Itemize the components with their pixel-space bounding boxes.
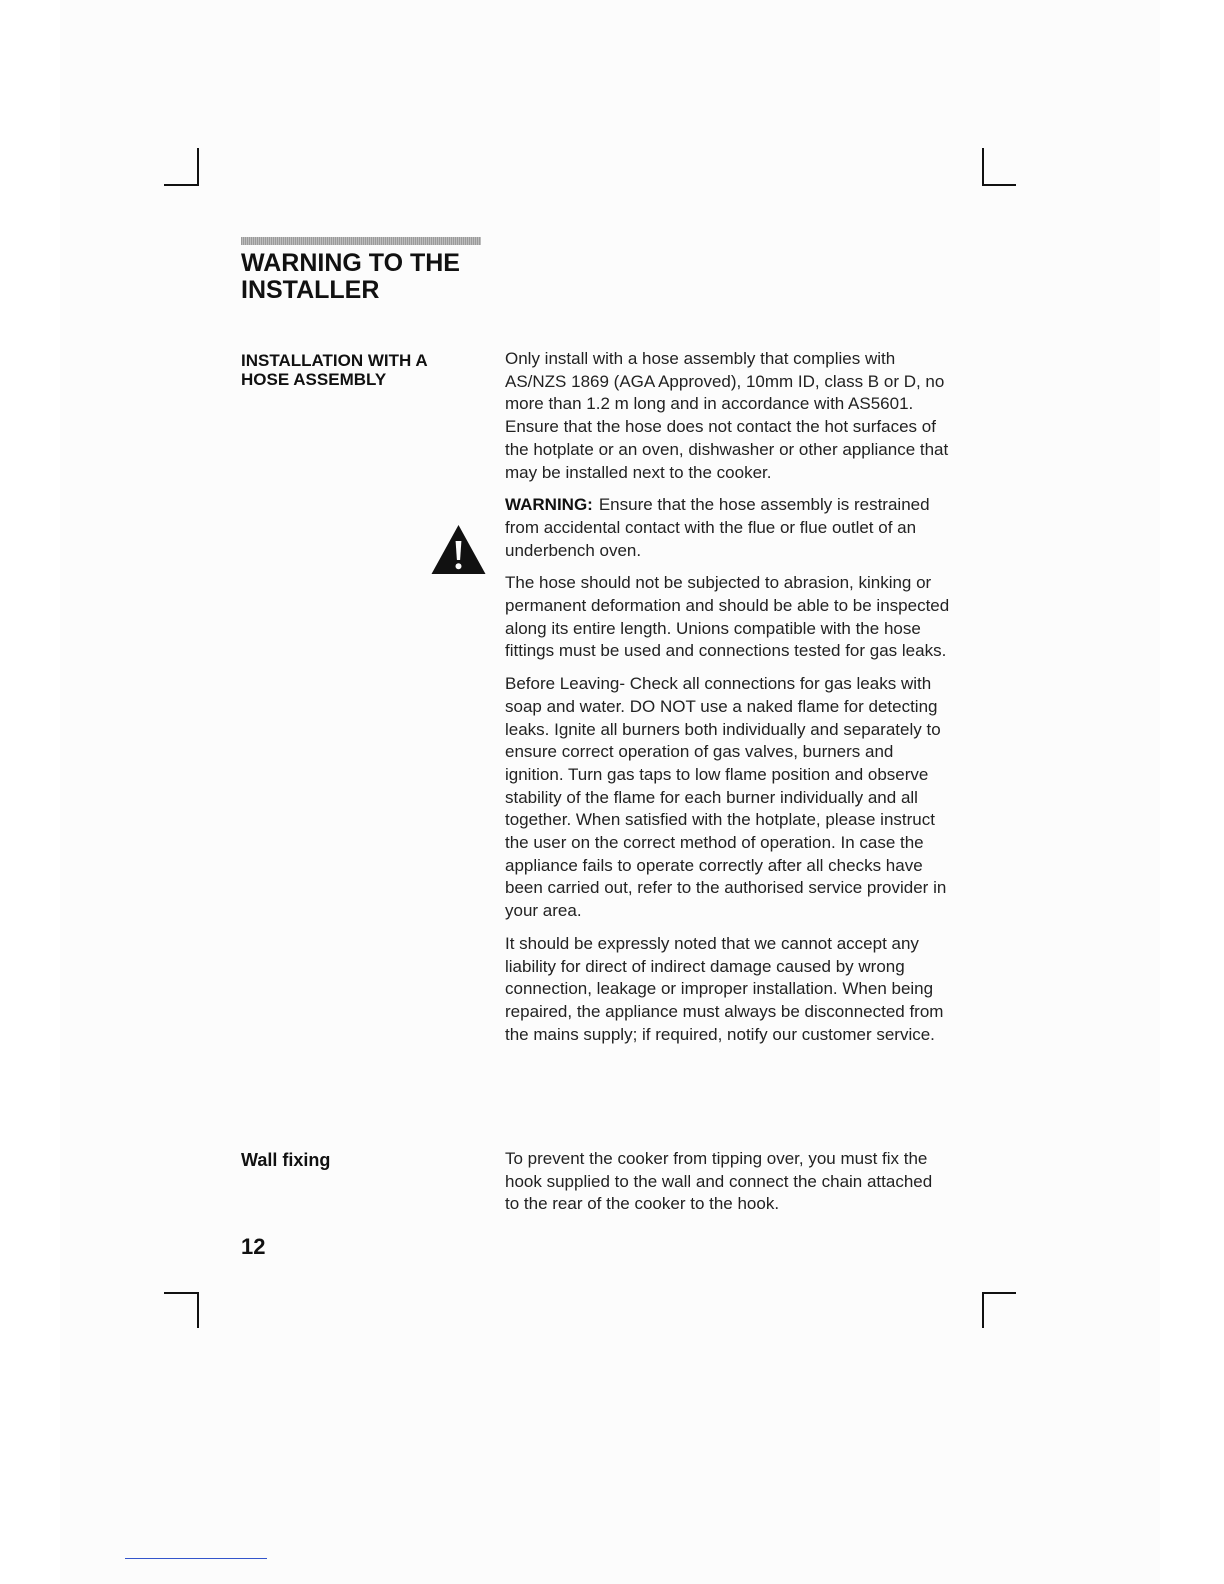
- section-label-wall-fixing: Wall fixing: [241, 1150, 331, 1170]
- hose-paragraph-3: The hose should not be subjected to abrasion, kinking or permanent deformation and should be able to be inspected along its entire length. Unions compatible with the hose fittings must be used and connections tested for gas leaks.: [505, 573, 950, 661]
- heading-rule: [241, 237, 481, 245]
- page-title-line-2: INSTALLER: [241, 276, 380, 304]
- wall-fixing-paragraph: To prevent the cooker from tipping over, you must fix the hook supplied to the wall and connect the chain attached to the rear of the cooker to the hook.: [505, 1149, 933, 1214]
- section-label-hose-line-1: INSTALLATION WITH A: [241, 351, 428, 370]
- page-title: [241, 250, 460, 304]
- hose-paragraph-4: Before Leaving- Check all connections for gas leaks with soap and water. DO NOT use a naked flame for detecting leaks. Ignite all burners both individually and separately to ensure correct operation of gas valves, burners and ignition. Turn gas taps to low flame position and observe stability of the flame for each burner individually and all together. When satisfied with the hotplate, please instruct the user on the correct method of operation. In case the appliance fails to operate correctly after all checks have been carried out, refer to the authorised service provider in your area.: [505, 674, 947, 921]
- page-number: 12: [241, 1234, 266, 1259]
- bottom-rule: [125, 1558, 267, 1559]
- warning-paragraph: [505, 494, 950, 562]
- wall-fixing-body: [505, 1148, 950, 1216]
- page-title-line-1: WARNING TO THE: [241, 249, 460, 277]
- warning-label: WARNING:: [505, 495, 593, 515]
- warning-triangle-icon: [430, 523, 487, 576]
- section-label-hose-assembly: [241, 351, 428, 389]
- warning-text: Ensure that the hose assembly is restrained from accidental contact with the flue or flue outlet of an underbench oven.: [505, 495, 930, 560]
- hose-paragraph-1: Only install with a hose assembly that complies with AS/NZS 1869 (AGA Approved), 10mm ID, class B or D, no more than 1.2 m long and in accordance with AS5601. Ensure that the hose does not contact the hot surfaces of the hotplate or an oven, dishwasher or other appliance that may be installed next to the cooker.: [505, 349, 949, 482]
- hose-assembly-body: [505, 348, 950, 1046]
- hose-paragraph-5: It should be expressly noted that we cannot accept any liability for direct of indirect damage caused by wrong connection, leakage or improper installation. When being repaired, the appliance must always be disconnected from the mains supply; if required, notify our customer service.: [505, 933, 944, 1044]
- section-label-hose-line-2: HOSE ASSEMBLY: [241, 370, 387, 389]
